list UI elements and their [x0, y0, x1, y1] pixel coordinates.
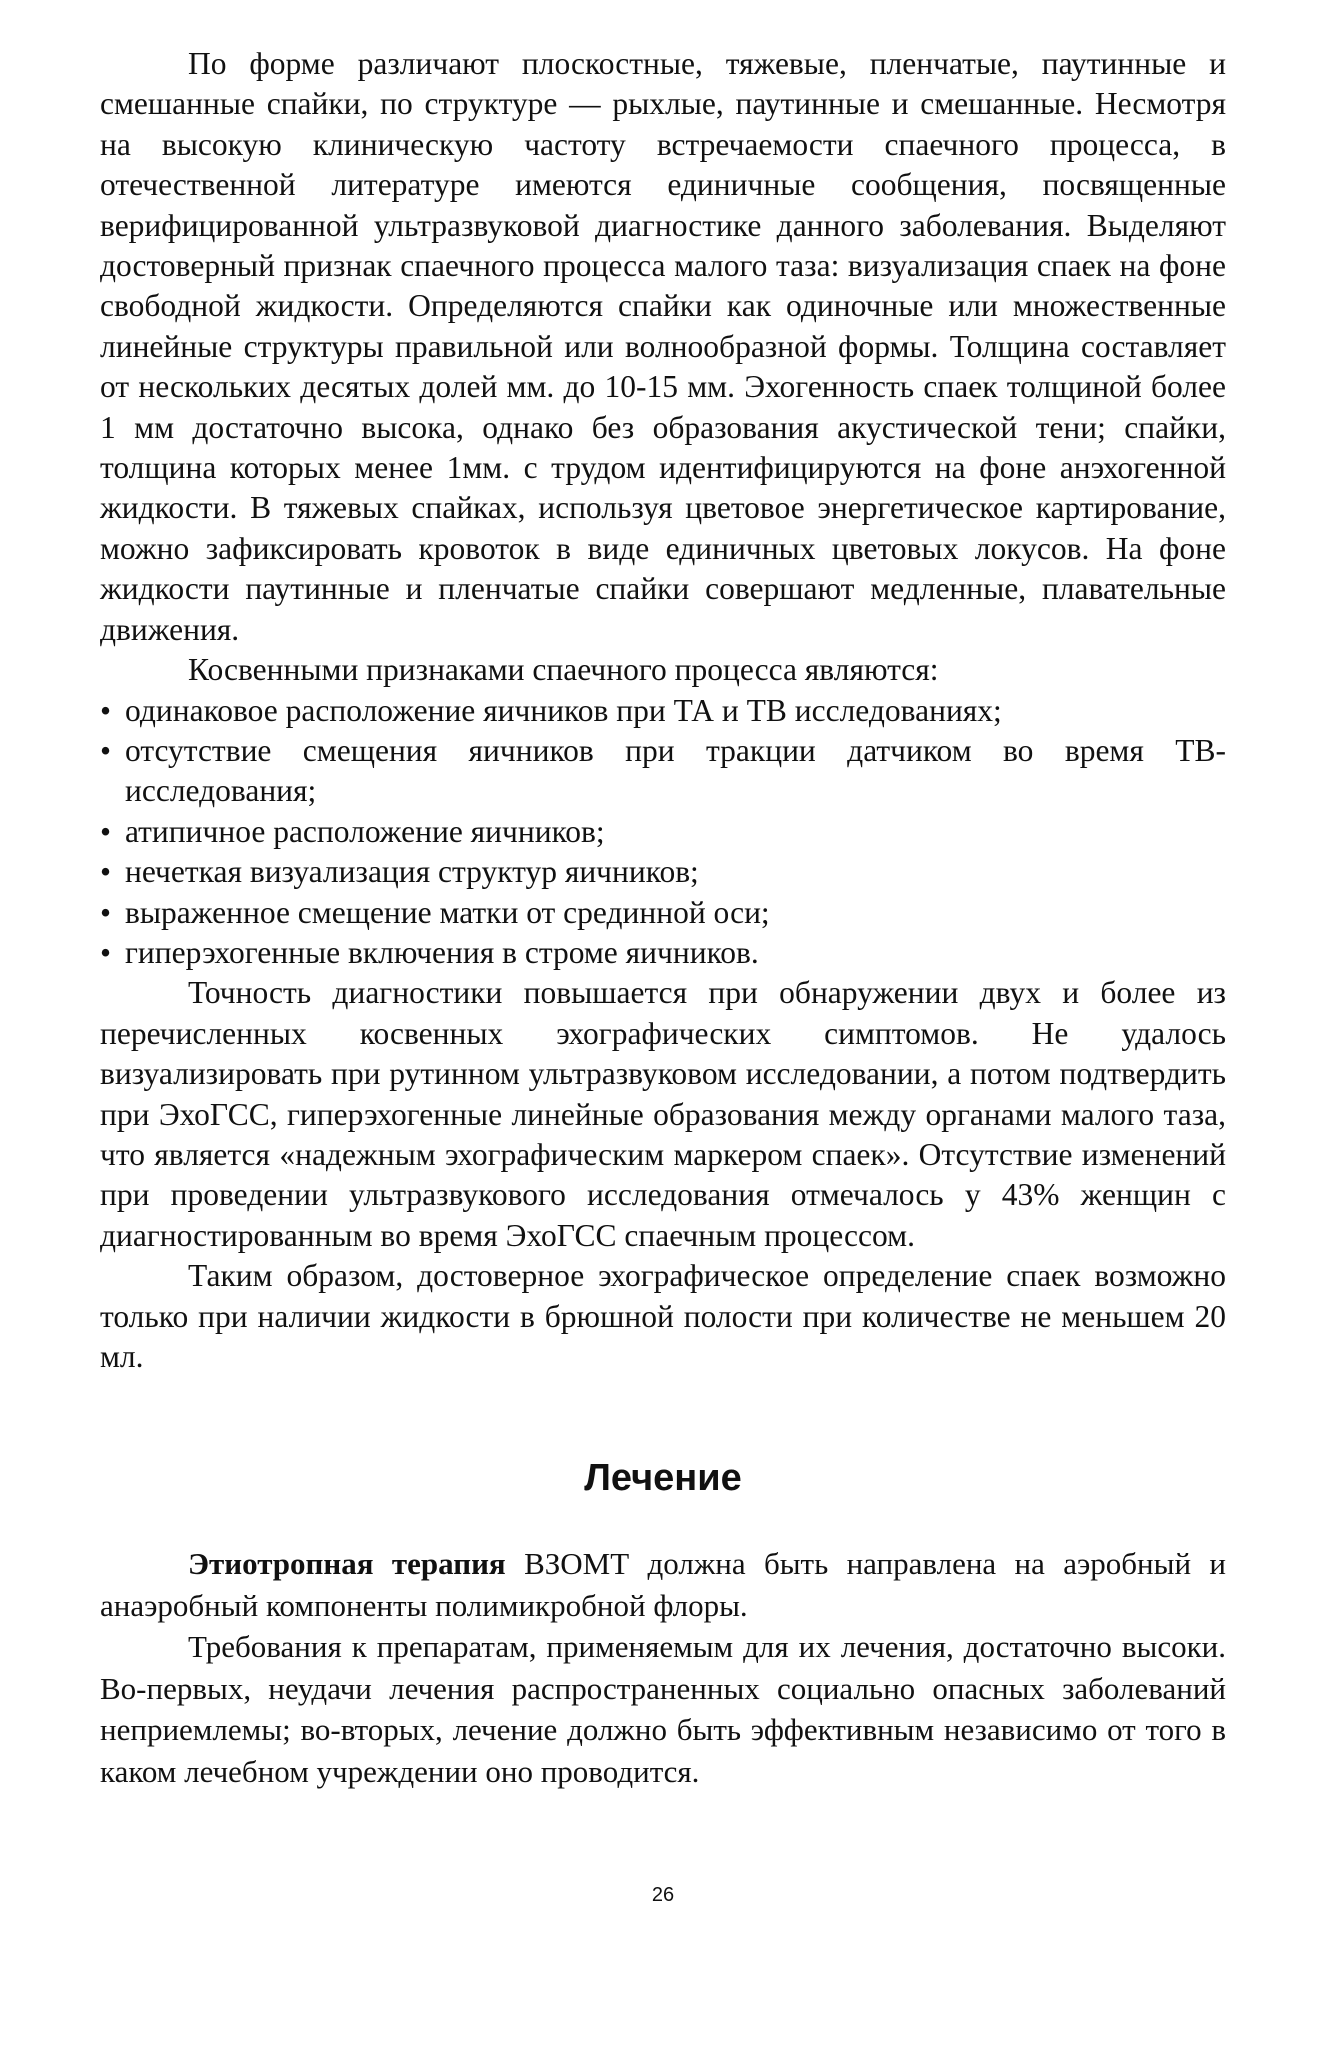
paragraph-etiotropic-therapy	[100, 1543, 1226, 1626]
list-item: • выраженное смещение матки от срединной оси;	[100, 893, 1226, 933]
treatment-section	[100, 1543, 1226, 1792]
page-number: 26	[651, 1884, 675, 1906]
paragraph-conclusion: Таким образом, достоверное эхографическое определение спаек возможно только при наличии жидкости в брюшной полости при количестве не меньшем 20 мл.	[100, 1258, 1226, 1374]
list-item: • одинаковое расположение яичников при ТА и ТВ исследованиях;	[100, 691, 1226, 731]
list-item: • отсутствие смещения яичников при тракции датчиком во время ТВ-исследования;	[100, 731, 1226, 812]
paragraph-indirect-signs-intro: Косвенными признаками спаечного процесса являются:	[188, 652, 939, 688]
paragraph-diagnostic-accuracy: Точность диагностики повышается при обнаружении двух и более из перечисленных косвенных эхографических симптомов. Не удалось визуализировать при рутинном ультразвуковом исследовании, а потом подтвердить при ЭхоГСС, гиперэхогенные линейные образования между органами малого таза, что является «надежным эхографическим маркером спаек». Отсутствие изменений при проведении ультразвукового исследования отмечалось у 43% женщин с диагностированным во время ЭхоГСС спаечным процессом.	[100, 975, 1226, 1253]
page-content	[100, 44, 1226, 1792]
bold-term: Этиотропная терапия	[188, 1546, 506, 1582]
section-heading: Лечение	[584, 1457, 742, 1500]
list-item: • гиперэхогенные включения в строме яичников.	[100, 933, 1226, 973]
indirect-signs-list	[100, 691, 1226, 974]
list-item: • атипичное расположение яичников;	[100, 812, 1226, 852]
paragraph-text: ВЗОМТ должна быть направлена на аэробный и анаэробный компоненты полимикробной флоры.	[100, 1546, 1226, 1623]
paragraph-drug-requirements: Требования к препаратам, применяемым для их лечения, достаточно высоки. Во-первых, неудачи лечения распространенных социально опасных заболеваний неприемлемы; во-вторых, лечение должно быть эффективным независимо от того в каком лечебном учреждении оно проводится.	[100, 1629, 1226, 1789]
list-item: • нечеткая визуализация структур яичников;	[100, 852, 1226, 892]
paragraph-adhesion-forms: По форме различают плоскостные, тяжевые, пленчатые, паутинные и смешанные спайки, по структуре — рыхлые, паутинные и смешанные. Несмотря на высокую клиническую частоту встречаемости спаечного процесса, в отечественной литературе имеются единичные сообщения, посвященные верифицированной ультразвуковой диагностике данного заболевания. Выделяют достоверный признак спаечного процесса малого таза: визуализация спаек на фоне свободной жидкости. Определяются спайки как одиночные или множественные линейные структуры правильной или волнообразной формы. Толщина составляет от нескольких десятых долей мм. до 10-15 мм. Эхогенность спаек толщиной более 1 мм достаточно высока, однако без образования акустической тени; спайки, толщина которых менее 1мм. с трудом идентифицируются на фоне анэхогенной жидкости. В тяжевых спайках, используя цветовое энергетическое картирование, можно зафиксировать кровоток в виде единичных цветовых локусов. На фоне жидкости паутинные и пленчатые спайки совершают медленные, плавательные движения.	[100, 46, 1226, 647]
